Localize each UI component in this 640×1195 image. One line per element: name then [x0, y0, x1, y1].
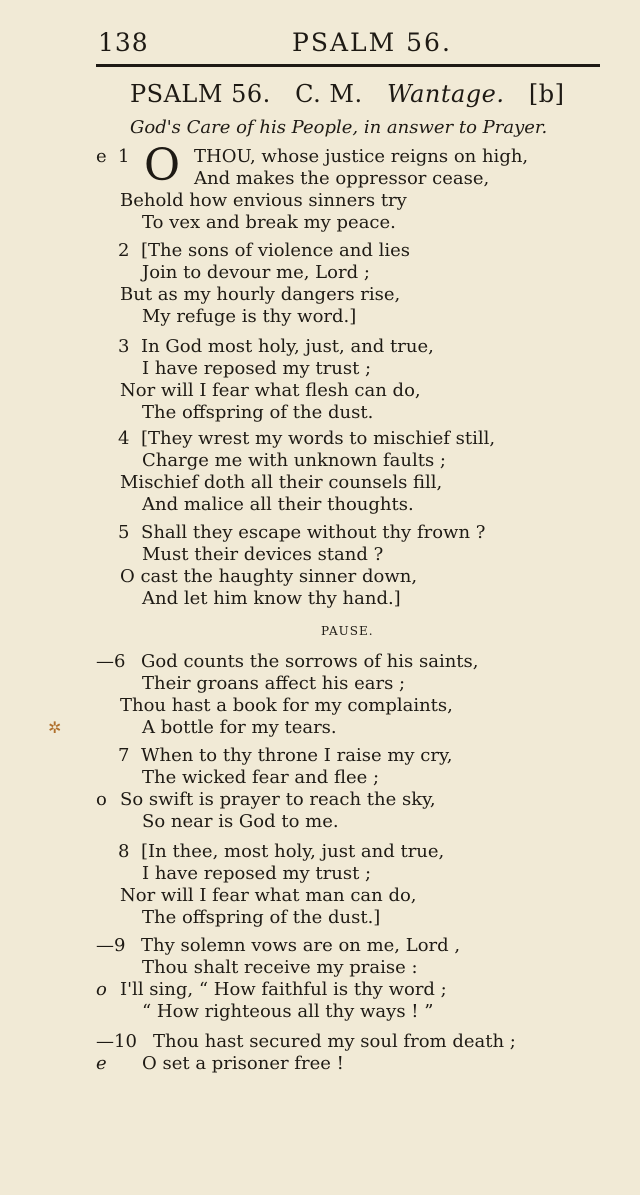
verse-line: And makes the oppressor cease, — [194, 168, 490, 189]
verse-line: I have reposed my trust ; — [142, 863, 372, 884]
psalm-subtitle: God's Care of his People, in answer to Prayer. — [130, 117, 548, 138]
verse-line: Thou hast secured my soul from death ; — [153, 1031, 516, 1052]
stanza-4 — [0, 428, 640, 516]
verse-line: Charge me with unknown faults ; — [142, 450, 446, 471]
verse-line: Their groans affect his ears ; — [142, 673, 406, 694]
stanza-3 — [0, 336, 640, 424]
stanza-number: 8 — [118, 841, 130, 862]
verse-line: To vex and break my peace. — [142, 212, 396, 233]
stanza-mark: —10 — [96, 1031, 137, 1052]
stanza-8 — [0, 841, 640, 929]
meter: C. M. — [295, 80, 363, 108]
verse-line: O cast the haughty sinner down, — [120, 566, 418, 587]
pause-marker: PAUSE. — [321, 624, 374, 638]
stanza-1 — [0, 140, 640, 234]
verse-line: And malice all their thoughts. — [142, 494, 414, 515]
stanza-10 — [0, 1031, 640, 1075]
stanza-9 — [0, 935, 640, 1023]
verse-line: Mischief doth all their counsels fill, — [120, 472, 443, 493]
stanza-number: 3 — [118, 336, 130, 357]
verse-line: Thou shalt receive my praise : — [142, 957, 418, 978]
verse-line: “ How righteous all thy ways ! ” — [142, 1001, 434, 1022]
verse-line: Join to devour me, Lord ; — [142, 262, 370, 283]
verse-line: Must their devices stand ? — [142, 544, 384, 565]
verse-line: [In thee, most holy, just and true, — [141, 841, 445, 862]
running-head — [0, 28, 640, 62]
stanza-mark: —9 — [96, 935, 126, 956]
stanza-number: 7 — [118, 745, 130, 766]
verse-line: I have reposed my trust ; — [142, 358, 372, 379]
verse-line: My refuge is thy word.] — [142, 306, 357, 327]
verse-line: The offspring of the dust. — [142, 402, 374, 423]
verse-line: Shall they escape without thy frown ? — [141, 522, 486, 543]
verse-line: The offspring of the dust.] — [142, 907, 381, 928]
drop-cap: O — [144, 140, 181, 191]
tune-name: Wantage. — [386, 80, 505, 108]
verse-line: Nor will I fear what man can do, — [120, 885, 417, 906]
verse-line: THOU, whose justice reigns on high, — [194, 146, 529, 167]
verse-line: Behold how envious sinners try — [120, 190, 407, 211]
stanza-number: 1 — [118, 146, 130, 167]
key-mark: [b] — [528, 80, 565, 108]
stanza-5 — [0, 522, 640, 610]
verse-line: O set a prisoner free ! — [142, 1053, 344, 1074]
verse-line: [They wrest my words to mischief still, — [141, 428, 496, 449]
psalm-header — [130, 80, 600, 108]
header-rule — [96, 64, 600, 67]
dynamic-mark: e — [96, 1053, 107, 1074]
stanza-mark: —6 — [96, 651, 126, 672]
stanza-2 — [0, 240, 640, 328]
verse-line: The wicked fear and flee ; — [142, 767, 380, 788]
verse-line: [The sons of violence and lies — [141, 240, 411, 261]
page-number: 138 — [98, 28, 149, 57]
running-title: PSALM 56. — [292, 28, 452, 57]
verse-line: Nor will I fear what flesh can do, — [120, 380, 421, 401]
stanza-6 — [0, 651, 640, 739]
verse-line: A bottle for my tears. — [142, 717, 337, 738]
stanza-number: 4 — [118, 428, 130, 449]
stanza-number: 5 — [118, 522, 130, 543]
verse-line: So near is God to me. — [142, 811, 339, 832]
verse-line: Thou hast a book for my complaints, — [120, 695, 453, 716]
verse-line: When to thy throne I raise my cry, — [141, 745, 453, 766]
verse-line: But as my hourly dangers rise, — [120, 284, 401, 305]
dynamic-mark: o — [96, 979, 107, 1000]
psalm-number: PSALM 56. — [130, 80, 271, 108]
verse-line: So swift is prayer to reach the sky, — [120, 789, 436, 810]
verse-line: In God most holy, just, and true, — [141, 336, 434, 357]
dynamic-mark: e — [96, 146, 107, 167]
verse-line: I'll sing, “ How faithful is thy word ; — [120, 979, 447, 1000]
stanza-7 — [0, 745, 640, 833]
verse-line: Thy solemn vows are on me, Lord , — [141, 935, 461, 956]
verse-line: God counts the sorrows of his saints, — [141, 651, 479, 672]
verse-line: And let him know thy hand.] — [142, 588, 401, 609]
ink-stain: ✲ — [48, 718, 62, 737]
dynamic-mark: o — [96, 789, 107, 810]
stanza-number: 2 — [118, 240, 130, 261]
